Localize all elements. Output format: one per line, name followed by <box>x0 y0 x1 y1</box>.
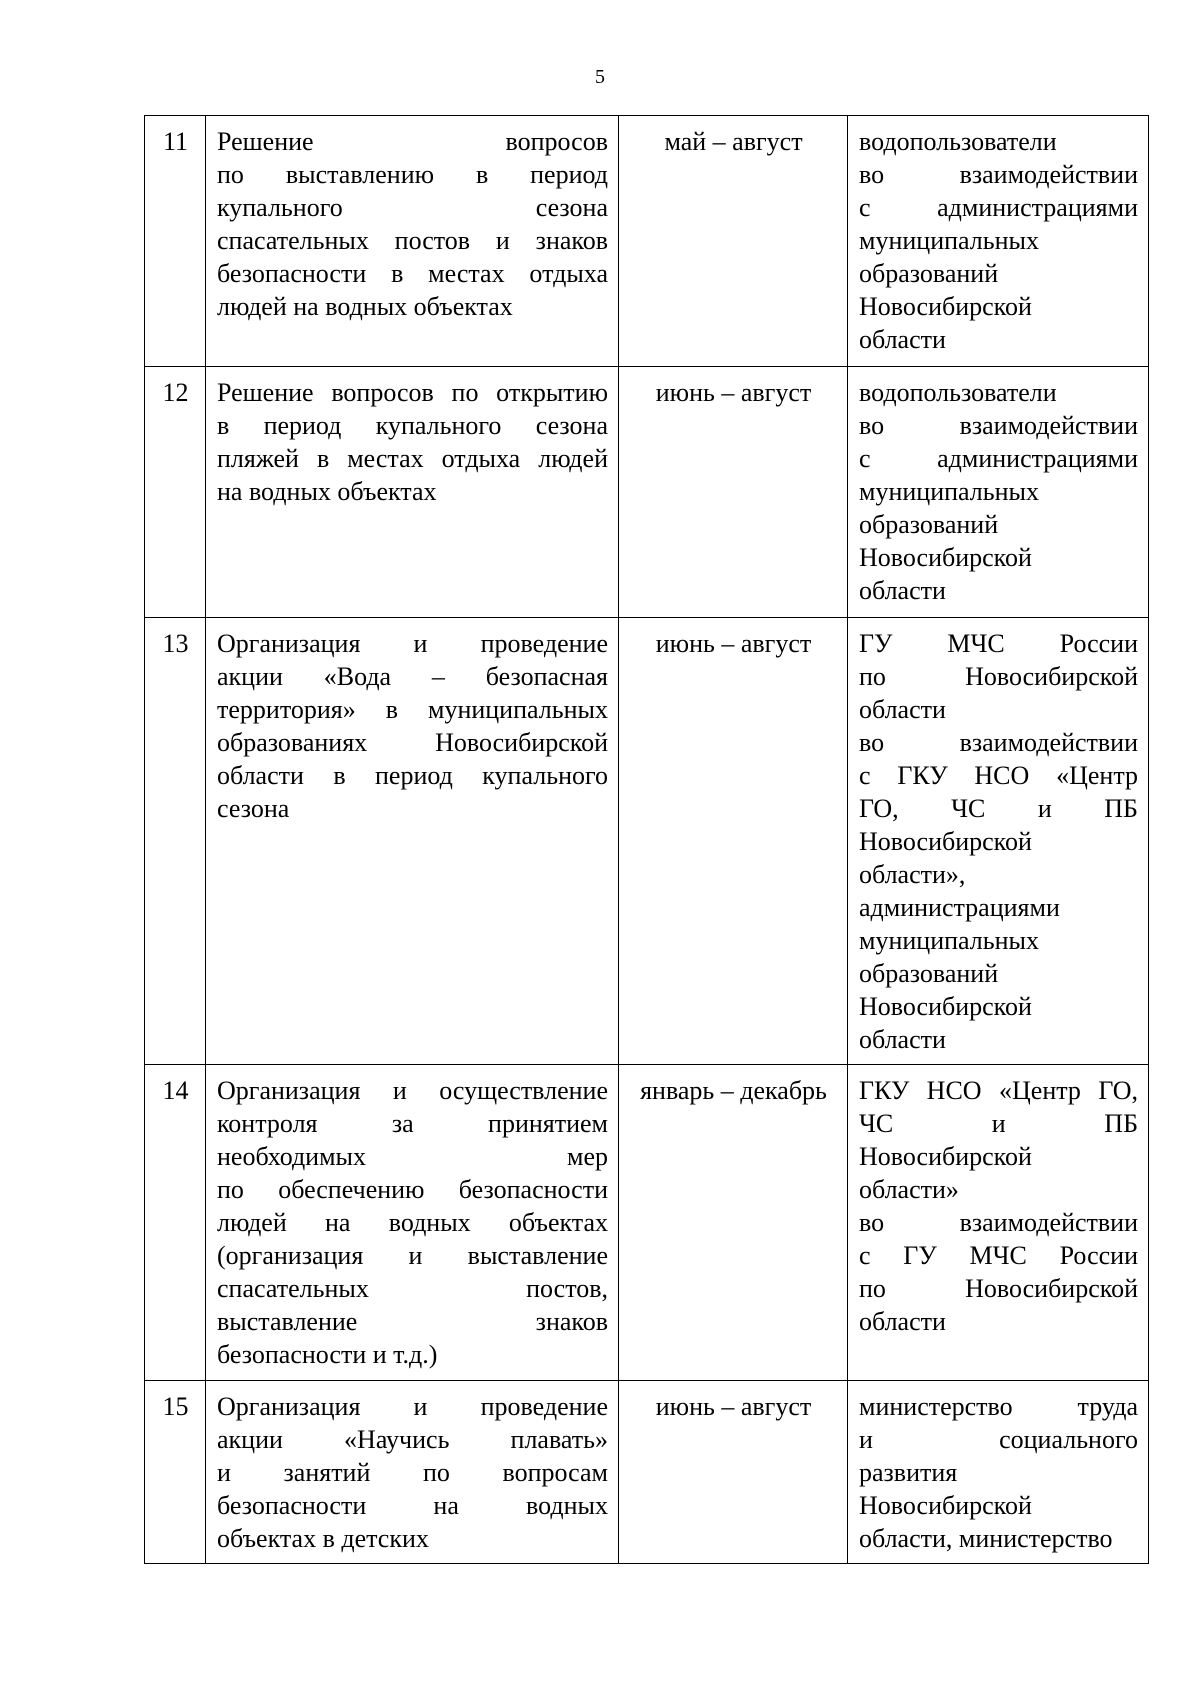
cell-line: ГКУ НСО «Центр ГО, <box>859 1076 1138 1105</box>
table-row <box>145 1381 1149 1564</box>
event-cell <box>206 1065 619 1381</box>
page-number: 5 <box>595 66 605 88</box>
cell-line: с администрациями <box>859 444 1138 473</box>
table-row <box>145 618 1149 1065</box>
cell-line: купального сезона <box>217 193 608 222</box>
cell-line: акции «Научись плавать» <box>217 1425 608 1454</box>
cell-line: по Новосибирской <box>859 1274 1138 1303</box>
event-cell <box>206 116 619 367</box>
row-number: 14 <box>145 1065 206 1381</box>
term-cell: май – август <box>619 116 848 367</box>
cell-line: по Новосибирской <box>859 662 1138 691</box>
cell-line: муниципальных <box>859 926 1040 955</box>
responsible-cell <box>848 1381 1149 1564</box>
event-cell <box>206 1381 619 1564</box>
cell-line: муниципальных <box>859 477 1040 506</box>
cell-line: Решение вопросов по открытию <box>217 378 608 407</box>
cell-line: в период купального сезона <box>217 411 608 440</box>
table-row <box>145 367 1149 618</box>
responsible-cell <box>848 367 1149 618</box>
cell-line: образованиях Новосибирской <box>217 728 608 757</box>
cell-line: с ГУ МЧС России <box>859 1241 1138 1270</box>
responsible-cell <box>848 1065 1149 1381</box>
cell-line: Новосибирской <box>859 1142 1032 1171</box>
cell-line: Новосибирской <box>859 992 1032 1021</box>
row-number: 11 <box>145 116 206 367</box>
cell-line: во взаимодействии <box>859 728 1138 757</box>
cell-line: области <box>859 1025 946 1054</box>
cell-line: области <box>859 695 946 724</box>
cell-line: ГО, ЧС и ПБ <box>859 794 1138 823</box>
cell-line: водопользователи <box>859 378 1057 407</box>
row-number: 13 <box>145 618 206 1065</box>
cell-line: области <box>859 576 946 605</box>
row-number: 12 <box>145 367 206 618</box>
measures-table <box>144 115 1149 1564</box>
cell-line: сезона <box>217 794 290 823</box>
cell-line: развития <box>859 1458 958 1487</box>
cell-line: Организация и проведение <box>217 629 608 658</box>
cell-line: области, министерство <box>859 1524 1113 1553</box>
cell-line: необходимых мер <box>217 1142 608 1171</box>
cell-line: с ГКУ НСО «Центр <box>859 761 1138 790</box>
cell-line: Решение вопросов <box>217 127 608 156</box>
cell-line: области <box>859 1307 946 1336</box>
cell-line: контроля за принятием <box>217 1109 608 1138</box>
responsible-cell <box>848 618 1149 1065</box>
cell-line: (организация и выставление <box>217 1241 608 1270</box>
cell-line: Новосибирской <box>859 827 1032 856</box>
cell-line: ГУ МЧС России <box>859 629 1138 658</box>
cell-line: образований <box>859 510 999 539</box>
cell-line: выставление знаков <box>217 1307 608 1336</box>
responsible-cell <box>848 116 1149 367</box>
event-cell <box>206 618 619 1065</box>
cell-line: и социального <box>859 1425 1138 1454</box>
cell-line: Новосибирской <box>859 543 1032 572</box>
cell-line: области <box>859 325 946 354</box>
cell-line: на водных объектах <box>217 477 437 506</box>
term-cell: июнь – август <box>619 367 848 618</box>
table-body <box>145 116 1149 1564</box>
cell-line: пляжей в местах отдыха людей <box>217 444 608 473</box>
cell-line: людей на водных объектах <box>217 292 513 321</box>
cell-line: образований <box>859 959 999 988</box>
cell-line: Организация и проведение <box>217 1392 608 1421</box>
cell-line: спасательных постов, <box>217 1274 608 1303</box>
cell-line: области», <box>859 860 966 889</box>
cell-line: Новосибирской <box>859 1491 1032 1520</box>
cell-line: ЧС и ПБ <box>859 1109 1138 1138</box>
cell-line: по обеспечению безопасности <box>217 1175 608 1204</box>
cell-line: Новосибирской <box>859 292 1032 321</box>
cell-line: спасательных постов и знаков <box>217 226 608 255</box>
cell-line: Организация и осуществление <box>217 1076 608 1105</box>
cell-line: людей на водных объектах <box>217 1208 608 1237</box>
row-number: 15 <box>145 1381 206 1564</box>
cell-line: образований <box>859 259 999 288</box>
cell-line: безопасности в местах отдыха <box>217 259 608 288</box>
table-row <box>145 116 1149 367</box>
cell-line: области» <box>859 1175 959 1204</box>
cell-line: и занятий по вопросам <box>217 1458 608 1487</box>
term-cell: июнь – август <box>619 618 848 1065</box>
cell-line: безопасности и т.д.) <box>217 1340 438 1369</box>
cell-line: муниципальных <box>859 226 1040 255</box>
cell-line: территория» в муниципальных <box>217 695 608 724</box>
cell-line: безопасности на водных <box>217 1491 608 1520</box>
term-cell: июнь – август <box>619 1381 848 1564</box>
cell-line: министерство труда <box>859 1392 1138 1421</box>
cell-line: объектах в детских <box>217 1524 429 1553</box>
cell-line: администрациями <box>859 893 1060 922</box>
term-cell: январь – декабрь <box>619 1065 848 1381</box>
cell-line: во взаимодействии <box>859 160 1138 189</box>
table-row <box>145 1065 1149 1381</box>
cell-line: во взаимодействии <box>859 1208 1138 1237</box>
cell-line: по выставлению в период <box>217 160 608 189</box>
event-cell <box>206 367 619 618</box>
cell-line: области в период купального <box>217 761 608 790</box>
cell-line: водопользователи <box>859 127 1057 156</box>
cell-line: акции «Вода – безопасная <box>217 662 608 691</box>
cell-line: с администрациями <box>859 193 1138 222</box>
cell-line: во взаимодействии <box>859 411 1138 440</box>
